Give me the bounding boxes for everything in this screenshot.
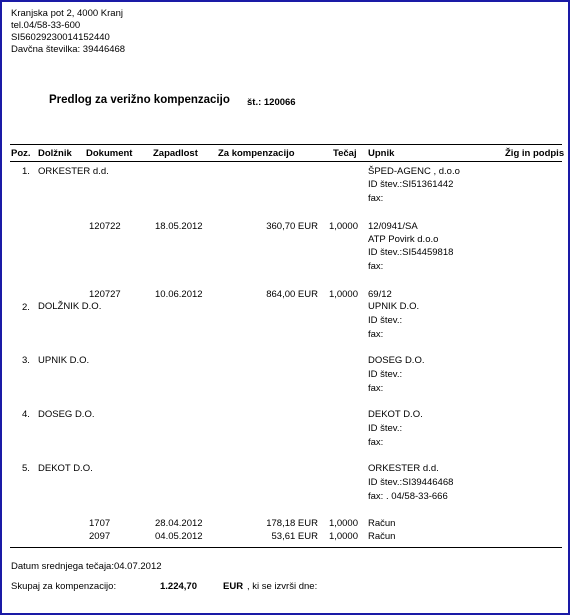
total-value: 1.224,70 [160,581,197,592]
row-upnik-fax: fax: . 04/58-33-666 [368,491,448,502]
row-dolznik: ORKESTER d.d. [38,166,109,177]
company-account: SI56029230014152440 [11,32,110,43]
doc-due-date: 04.05.2012 [155,531,203,542]
row-upnik-fax: fax: [368,437,384,448]
doc-number: 120727 [89,289,121,300]
row-dolznik: DEKOT D.O. [38,463,93,474]
doc-number: 2097 [89,531,111,542]
row-upnik-name: UPNIK D.O. [368,301,420,312]
company-address: Kranjska pot 2, 4000 Kranj [11,8,123,19]
row-poz: 1. [22,166,30,177]
col-header-poz: Poz. [11,148,31,159]
total-label: Skupaj za kompenzacijo: [11,581,117,592]
row-upnik-id: ID štev.: [368,369,403,380]
doc-reference: 12/0941/SA [368,221,418,232]
row-upnik-name: ATP Povirk d.o.o [368,234,439,245]
header-top-rule [10,144,562,145]
company-phone: tel.04/58-33-600 [11,20,81,31]
row-upnik-id: ID štev.:SI51361442 [368,179,454,190]
row-poz: 4. [22,409,30,420]
row-poz: 2. [22,302,30,313]
row-upnik-name: DOSEG D.O. [368,355,425,366]
doc-due-date: 28.04.2012 [155,518,203,529]
col-header-dokument: Dokument [86,148,133,159]
row-dolznik: DOLŽNIK D.O. [38,301,102,312]
doc-reference: Račun [368,531,396,542]
table-bottom-rule [10,547,562,548]
company-tax-number: Davčna številka: 39446468 [11,44,126,55]
row-upnik-id: ID štev.:SI54459818 [368,247,454,258]
doc-rate: 1,0000 [328,289,358,300]
row-upnik-fax: fax: [368,261,384,272]
col-header-tecaj: Tečaj [333,148,357,159]
doc-amount: 53,61 EUR [271,531,318,542]
document-number: št.: 120066 [247,97,296,108]
col-header-upnik: Upnik [368,148,395,159]
row-upnik-fax: fax: [368,383,384,394]
row-poz: 5. [22,463,30,474]
doc-rate: 1,0000 [328,531,358,542]
row-upnik-name: ŠPED-AGENC , d.o.o [368,166,460,177]
col-header-dolznik: Dolžnik [38,148,72,159]
doc-reference: 69/12 [368,289,392,300]
header-bottom-rule [10,161,562,162]
total-suffix: , ki se izvrši dne: [247,581,318,592]
doc-amount: 864,00 EUR [266,289,318,300]
average-rate-date: Datum srednjega tečaja:04.07.2012 [11,561,162,572]
row-upnik-id: ID štev.: [368,423,403,434]
row-upnik-fax: fax: [368,193,384,204]
doc-due-date: 10.06.2012 [155,289,203,300]
doc-due-date: 18.05.2012 [155,221,203,232]
col-header-za-kompenzacijo: Za kompenzacijo [218,148,295,159]
row-dolznik: DOSEG D.O. [38,409,95,420]
doc-rate: 1,0000 [328,518,358,529]
total-currency: EUR [223,581,244,592]
row-upnik-name: ORKESTER d.d. [368,463,439,474]
row-upnik-id: ID štev.: [368,315,403,326]
col-header-zig-podpis: Žig in podpis [505,148,565,159]
col-header-zapadlost: Zapadlost [153,148,198,159]
row-upnik-fax: fax: [368,329,384,340]
doc-rate: 1,0000 [328,221,358,232]
row-upnik-id: ID štev.:SI39446468 [368,477,454,488]
row-dolznik: UPNIK D.O. [38,355,90,366]
doc-amount: 178,18 EUR [266,518,318,529]
row-poz: 3. [22,355,30,366]
doc-number: 120722 [89,221,121,232]
doc-number: 1707 [89,518,111,529]
doc-reference: Račun [368,518,396,529]
row-upnik-name: DEKOT D.O. [368,409,423,420]
doc-amount: 360,70 EUR [266,221,318,232]
document-title: Predlog za verižno kompenzacijo [49,94,230,106]
